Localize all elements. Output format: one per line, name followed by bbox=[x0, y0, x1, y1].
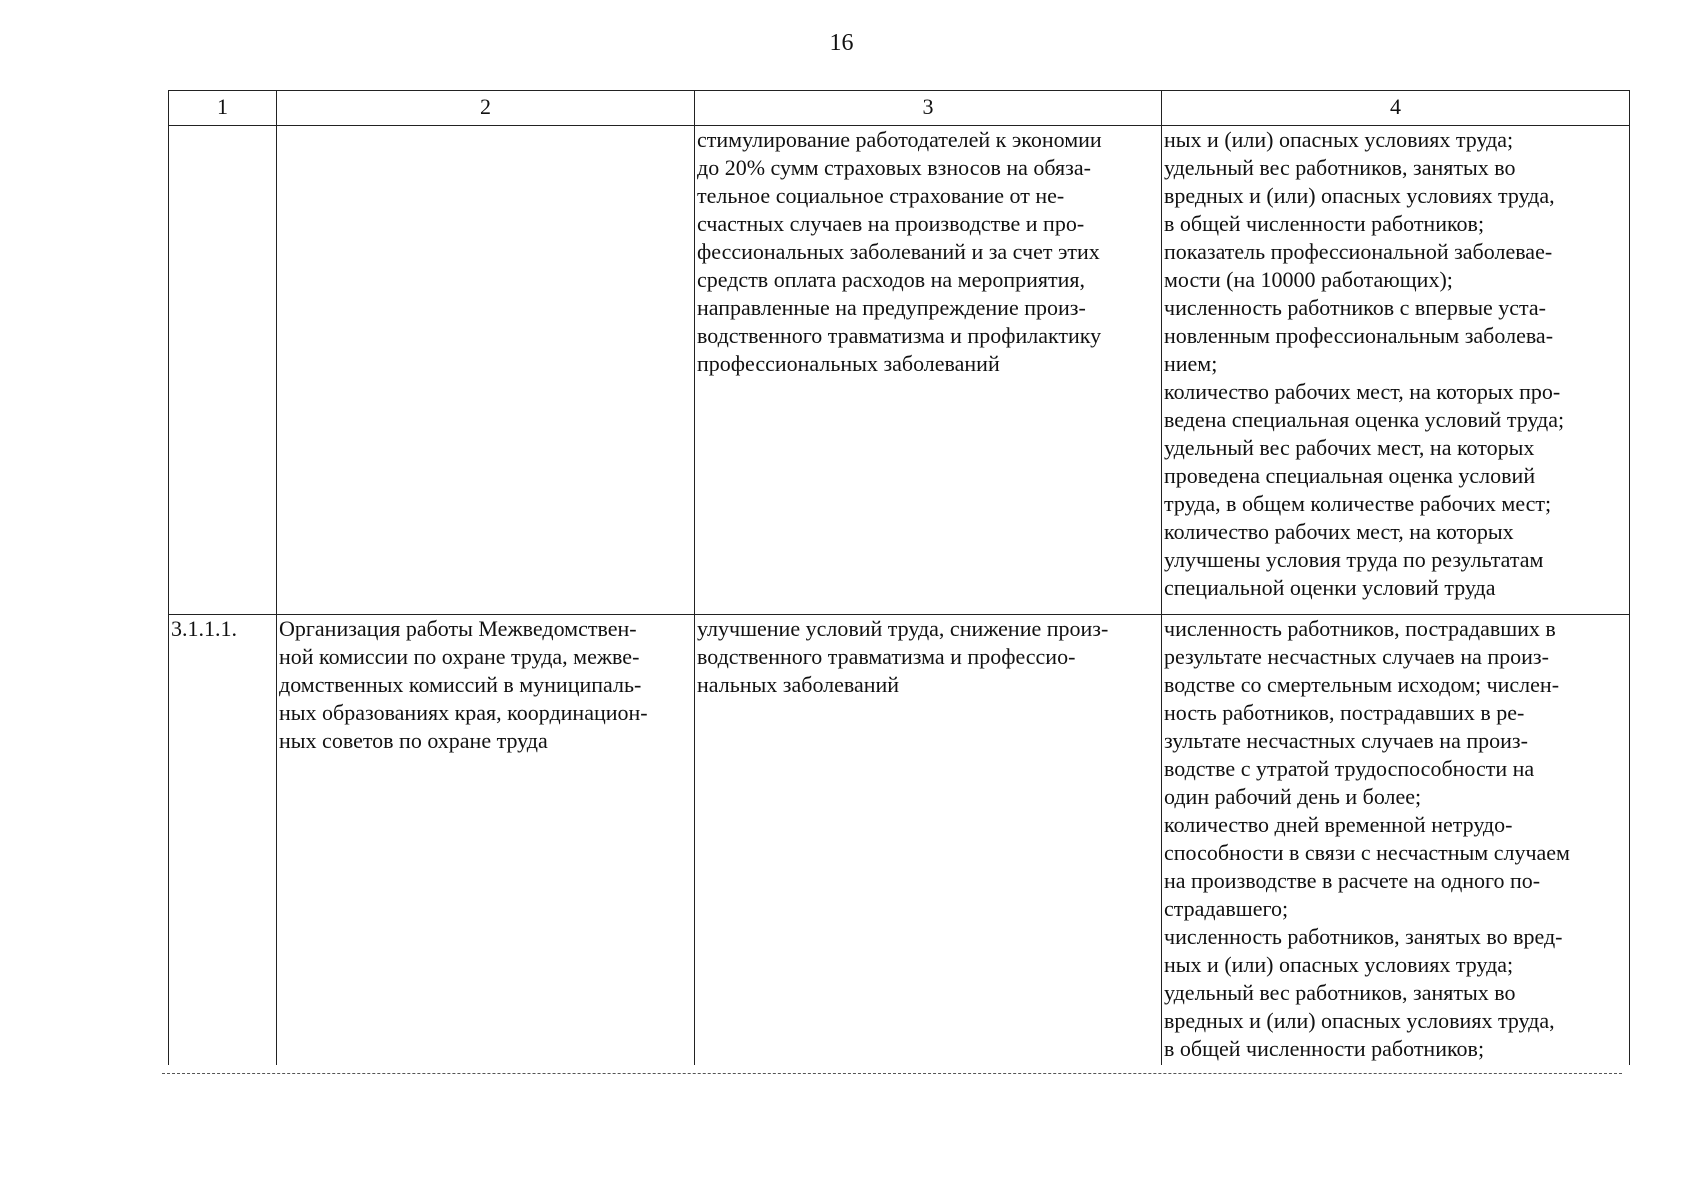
indicators-text: ных и (или) опасных условиях труда; удельный вес работников, занятых во вредных и (или) опасных условиях труда, в общей численности работников; показатель профессиональной заболевае- мости (на 10000 работающих); численность работников с впервые уста- новленным профессиональным заболева- нием; количество рабочих мест, на которых про- ведена специальная оценка условий труда; удельный вес рабочих мест, на которых проведена специальная оценка условий труда, в общем количестве рабочих мест; количество рабочих мест, на которых улучшены условия труда по результатам специальной оценки условий труда bbox=[1164, 127, 1565, 600]
column-header-2: 2 bbox=[277, 91, 695, 126]
row-number-cell bbox=[169, 126, 277, 615]
table-row bbox=[169, 126, 1630, 615]
indicators-text: численность работников, пострадавших в результате несчастных случаев на произ- водстве со смертельным исходом; числен- ность работников, пострадавших в ре- зультате несчастных случаев на произ- водстве с утратой трудоспособности на один рабочий день и более; количество дней временной нетрудо- способности в связи с несчастным случаем на производстве в расчете на одного по- страдавшего; численность работников, занятых во вред- ных и (или) опасных условиях труда; удельный вес работников, занятых во вредных и (или) опасных условиях труда, в общей численности работников; bbox=[1164, 616, 1570, 1061]
activity-text: Организация работы Межведомствен- ной комиссии по охране труда, межве- домственных комиссий в муниципаль- ных образованиях края, координацион- ных советов по охране труда bbox=[279, 616, 648, 753]
indicators-cell bbox=[1162, 126, 1630, 615]
measures-table bbox=[168, 90, 1630, 1065]
activity-cell bbox=[277, 126, 695, 615]
table-header-row bbox=[169, 91, 1630, 126]
indicators-cell bbox=[1162, 615, 1630, 1066]
row-number-cell bbox=[169, 615, 277, 1066]
column-header-3: 3 bbox=[695, 91, 1162, 126]
activity-cell bbox=[277, 615, 695, 1066]
expected-result-cell bbox=[695, 615, 1162, 1066]
expected-result-text: стимулирование работодателей к экономии до 20% сумм страховых взносов на обяза- тельное социальное страхование от не- счастных случаев на производстве и про- фессиональных заболеваний и за счет этих средств оплата расходов на мероприятия, направленные на предупреждение произ- водственного травматизма и профилактику профессиональных заболеваний bbox=[697, 127, 1102, 376]
table-row bbox=[169, 615, 1630, 1066]
expected-result-cell bbox=[695, 126, 1162, 615]
table-cut-edge bbox=[162, 1073, 1622, 1074]
column-header-4: 4 bbox=[1162, 91, 1630, 126]
column-header-1: 1 bbox=[169, 91, 277, 126]
expected-result-text: улучшение условий труда, снижение произ- водственного травматизма и профессио- нальных заболеваний bbox=[697, 616, 1109, 697]
row-number-text: 3.1.1.1. bbox=[171, 616, 237, 641]
page-number: 16 bbox=[829, 30, 854, 56]
